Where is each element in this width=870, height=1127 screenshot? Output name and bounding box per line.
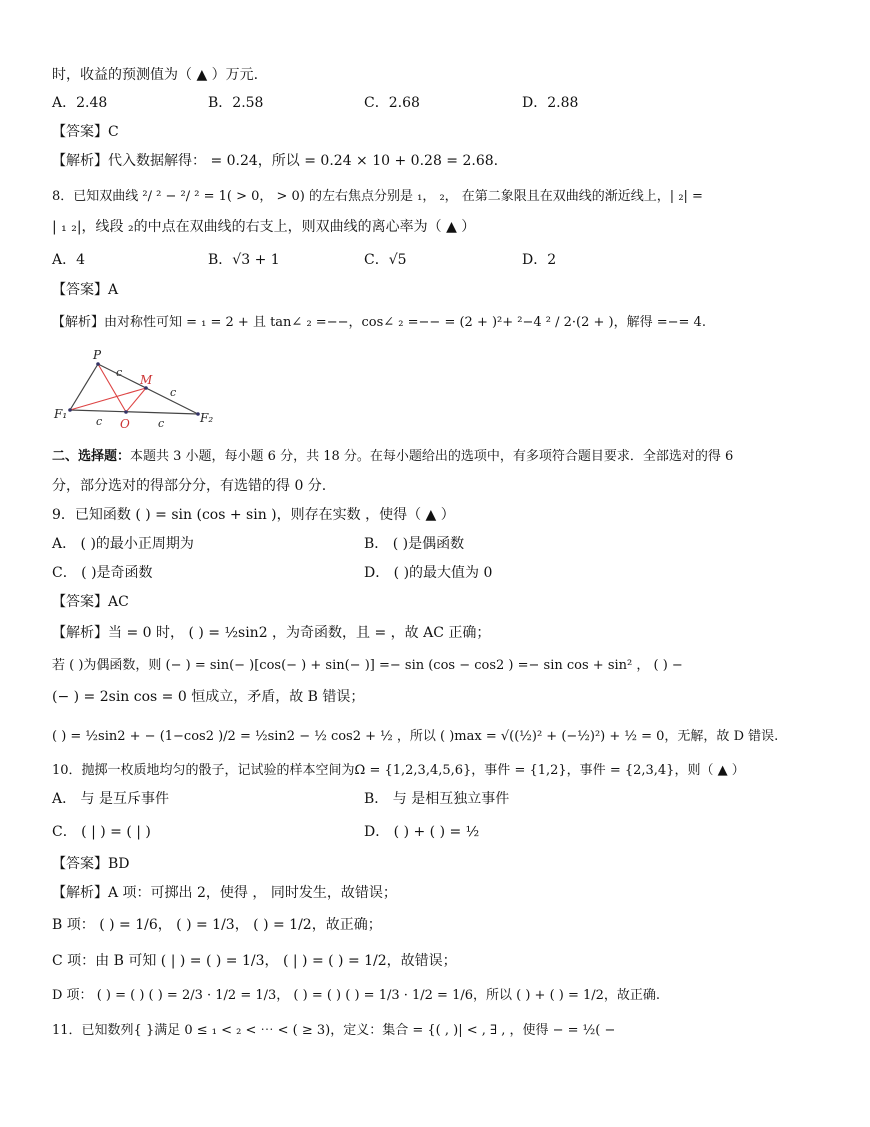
label-c-f1o: c — [96, 415, 103, 428]
section2-line1 — [52, 448, 733, 466]
edge-o-m — [126, 388, 146, 412]
point-o — [124, 410, 128, 414]
q7-answer: 【答案】C — [52, 124, 119, 140]
q7-option-c: C．2.68 — [364, 95, 420, 111]
label-o: O — [120, 417, 130, 430]
q9-analysis-4: ( ) = ½sin2 + − (1−cos2 )/2 = ½sin2 − ½ cos2 + ½ ，所以 ( )max = √((½)² + (−½)²) + ½ = 0，无解，故 D 错误. — [52, 729, 779, 744]
section2-text — [52, 449, 733, 464]
q9-analysis-1: 【解析】当 = 0 时， ( ) = ½sin2 ，为奇函数，且 = ，故 AC 正确； — [52, 625, 491, 641]
section2-heading-prefix: 二、选择题： — [52, 449, 131, 464]
q9-analysis-2: 若 ( )为偶函数，则 (− ) = sin(− )[cos(− ) + sin(− )] =− sin (cos − cos2 ) =− sin cos + sin² ， ( ) − — [52, 658, 683, 673]
q10-analysis-1: 【解析】A 项：可掷出 2，使得 ， 同时发生，故错误； — [52, 885, 397, 901]
q7-option-b: B．2.58 — [208, 95, 264, 111]
label-c-of2: c — [158, 417, 165, 430]
label-f1: F₁ — [54, 407, 68, 421]
q8-analysis: 【解析】由对称性可知 = ₁ = 2 + 且 tan∠ ₂ =−−，cos∠ ₂ =−− = (2 + )²+ ²−4 ² / 2·(2 + )，解得 =−= 4. — [52, 315, 706, 330]
q9-answer: 【答案】AC — [52, 594, 129, 610]
label-p: P — [93, 348, 102, 362]
point-p — [96, 362, 100, 366]
q10-option-a: A． 与 是互斥事件 — [52, 791, 170, 807]
q10-option-c: C． ( | ) = ( | ) — [52, 824, 151, 840]
section2-line2: 分，部分选对的得部分分，有选错的得 0 分. — [52, 478, 327, 494]
q10-analysis-4: D 项： ( ) = ( ) ( ) = 2/3 · 1/2 = 1/3， ( ) = ( ) ( ) = 1/3 · 1/2 = 1/6，所以 ( ) + ( ) = 1/2，故正确. — [52, 988, 661, 1003]
q7-stem: 时，收益的预测值为（ ▲ ）万元. — [52, 67, 259, 83]
q8-stem-line1: 8．已知双曲线 ²/ ² − ²/ ² = 1( > 0， > 0) 的左右焦点分别是 ₁， ₂， 在第二象限且在双曲线的渐近线上，| ₂| = — [52, 189, 703, 204]
q9-stem: 9．已知函数 ( ) = sin (cos + sin )，则存在实数 ，使得（ ▲ ） — [52, 507, 455, 523]
q10-option-d: D． ( ) + ( ) = ½ — [364, 824, 480, 840]
hyperbola-triangle-figure — [50, 346, 230, 430]
q10-stem: 10．抛掷一枚质地均匀的骰子，记试验的样本空间为Ω = {1,2,3,4,5,6}，事件 = {1,2}，事件 = {2,3,4}，则（ ▲ ） — [52, 763, 745, 778]
q11-stem: 11．已知数列{ }满足 0 ≤ ₁ < ₂ < ⋯ < ( ≥ 3)，定义：集合 = {( , )| < , ∃ , ，使得 − = ½( − — [52, 1023, 616, 1038]
point-f1 — [68, 408, 72, 412]
q8-option-a: A．4 — [52, 252, 86, 268]
q8-option-b: B．√3 + 1 — [208, 252, 280, 268]
q7-option-d: D．2.88 — [522, 95, 579, 111]
label-c-pm: c — [116, 366, 123, 379]
q9-option-b: B． ( )是偶函数 — [364, 536, 465, 552]
q9-option-c: C． ( )是奇函数 — [52, 565, 153, 581]
q8-answer: 【答案】A — [52, 282, 119, 298]
q8-stem-line2: | ₁ ₂|，线段 ₂的中点在双曲线的右支上，则双曲线的离心率为（ ▲ ） — [52, 219, 476, 235]
q10-analysis-3: C 项：由 B 可知 ( | ) = ( ) = 1/3， ( | ) = ( ) = 1/2，故错误； — [52, 953, 457, 969]
label-f2: F₂ — [200, 411, 214, 425]
q8-option-d: D．2 — [522, 252, 557, 268]
q9-option-a: A． ( )的最小正周期为 — [52, 536, 194, 552]
section2-instructions: 本题共 3 小题，每小题 6 分，共 18 分。在每小题给出的选项中，有多项符合题目要求．全部选对的得 6 — [130, 449, 734, 464]
label-m: M — [140, 373, 153, 387]
q10-option-b: B． 与 是相互独立事件 — [364, 791, 510, 807]
q10-answer: 【答案】BD — [52, 856, 130, 872]
q9-analysis-3: (− ) = 2sin cos = 0 恒成立，矛盾，故 B 错误； — [52, 689, 365, 705]
q10-analysis-2: B 项： ( ) = 1/6， ( ) = 1/3， ( ) = 1/2，故正确； — [52, 917, 382, 933]
q7-analysis: 【解析】代入数据解得： = 0.24，所以 = 0.24 × 10 + 0.28 = 2.68. — [52, 153, 499, 169]
edge-f1-f2 — [70, 410, 198, 414]
label-c-mf2: c — [170, 386, 177, 399]
q8-option-c: C．√5 — [364, 252, 407, 268]
q9-option-d: D． ( )的最大值为 0 — [364, 565, 493, 581]
q7-option-a: A．2.48 — [52, 95, 108, 111]
